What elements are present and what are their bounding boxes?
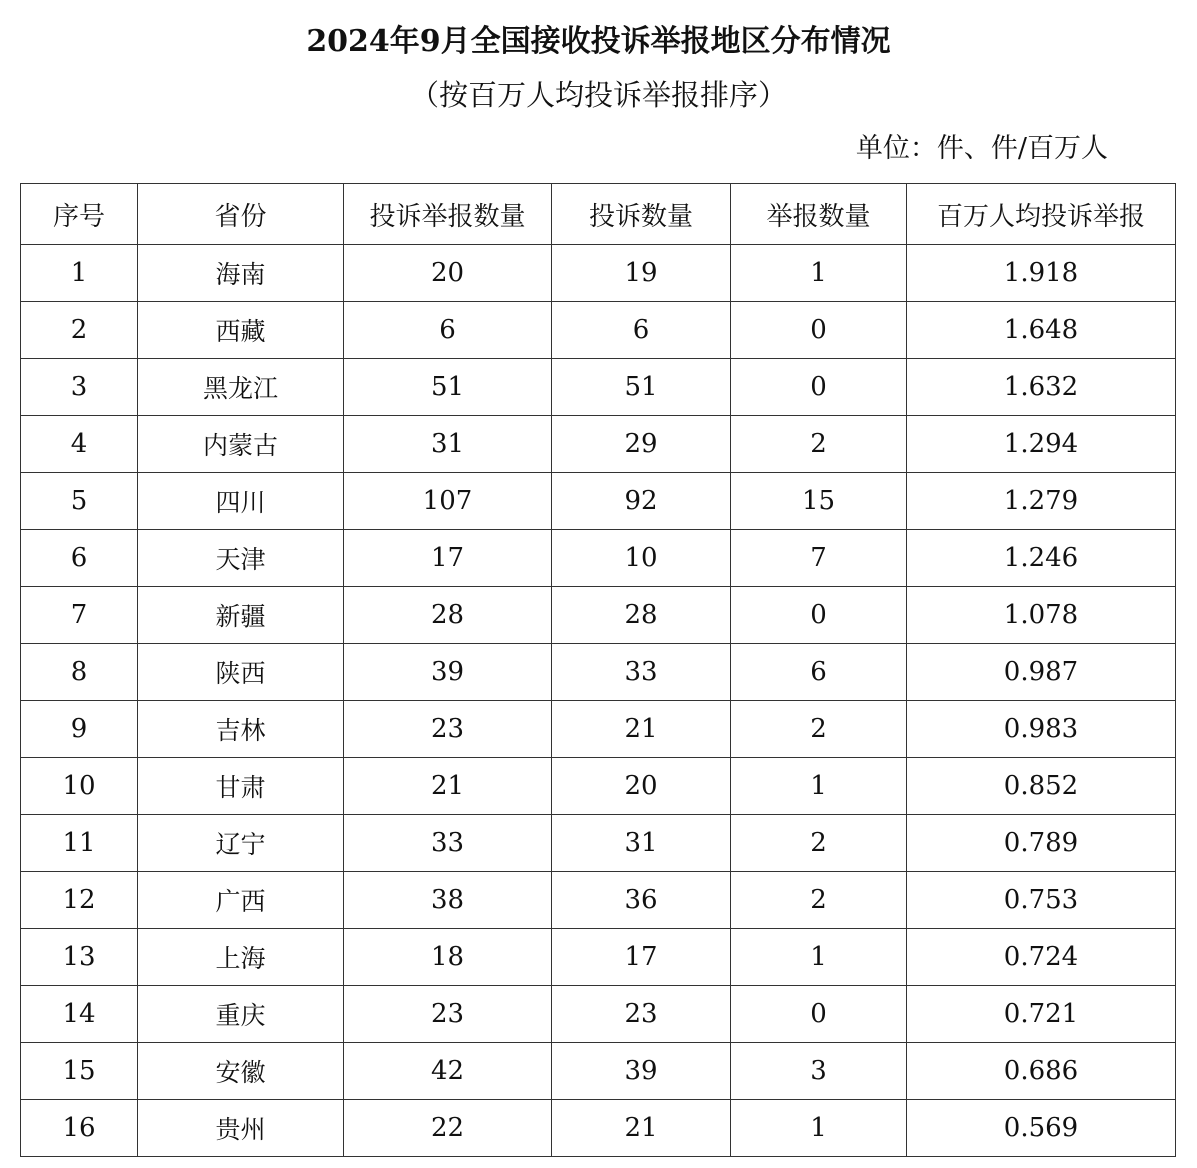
cell-per-million: 1.648 xyxy=(907,302,1176,359)
cell-total-count: 18 xyxy=(344,929,552,986)
unit-label: 单位：件、件/百万人 xyxy=(855,133,1108,164)
table-row xyxy=(21,359,1176,416)
table-row xyxy=(21,644,1176,701)
cell-complaint-count: 33 xyxy=(552,644,731,701)
header-per-million: 百万人均投诉举报 xyxy=(907,184,1176,245)
cell-province: 新疆 xyxy=(138,587,344,644)
cell-index: 14 xyxy=(21,986,138,1043)
cell-index: 2 xyxy=(21,302,138,359)
cell-report-count: 1 xyxy=(731,245,907,302)
cell-province: 天津 xyxy=(138,530,344,587)
cell-complaint-count: 19 xyxy=(552,245,731,302)
cell-report-count: 15 xyxy=(731,473,907,530)
cell-province: 陕西 xyxy=(138,644,344,701)
cell-per-million: 0.852 xyxy=(907,758,1176,815)
cell-report-count: 0 xyxy=(731,587,907,644)
cell-total-count: 22 xyxy=(344,1100,552,1157)
header-report-count: 举报数量 xyxy=(731,184,907,245)
cell-per-million: 0.789 xyxy=(907,815,1176,872)
cell-complaint-count: 10 xyxy=(552,530,731,587)
cell-total-count: 51 xyxy=(344,359,552,416)
cell-index: 8 xyxy=(21,644,138,701)
cell-total-count: 17 xyxy=(344,530,552,587)
cell-report-count: 3 xyxy=(731,1043,907,1100)
cell-per-million: 0.987 xyxy=(907,644,1176,701)
cell-report-count: 0 xyxy=(731,302,907,359)
header-index: 序号 xyxy=(21,184,138,245)
table-row xyxy=(21,302,1176,359)
cell-per-million: 0.721 xyxy=(907,986,1176,1043)
cell-total-count: 20 xyxy=(344,245,552,302)
cell-complaint-count: 92 xyxy=(552,473,731,530)
cell-complaint-count: 36 xyxy=(552,872,731,929)
cell-province: 内蒙古 xyxy=(138,416,344,473)
page-subtitle: （按百万人均投诉举报排序） xyxy=(409,78,787,112)
table-row xyxy=(21,416,1176,473)
header-complaint-count: 投诉数量 xyxy=(552,184,731,245)
table-row xyxy=(21,587,1176,644)
cell-per-million: 1.279 xyxy=(907,473,1176,530)
report-table xyxy=(20,183,1176,1157)
cell-province: 黑龙江 xyxy=(138,359,344,416)
cell-per-million: 0.724 xyxy=(907,929,1176,986)
cell-index: 10 xyxy=(21,758,138,815)
cell-index: 7 xyxy=(21,587,138,644)
cell-complaint-count: 28 xyxy=(552,587,731,644)
cell-complaint-count: 31 xyxy=(552,815,731,872)
cell-per-million: 1.246 xyxy=(907,530,1176,587)
cell-index: 3 xyxy=(21,359,138,416)
cell-province: 西藏 xyxy=(138,302,344,359)
table-row xyxy=(21,929,1176,986)
cell-province: 甘肃 xyxy=(138,758,344,815)
cell-per-million: 0.569 xyxy=(907,1100,1176,1157)
cell-province: 上海 xyxy=(138,929,344,986)
cell-total-count: 39 xyxy=(344,644,552,701)
table-row xyxy=(21,701,1176,758)
cell-total-count: 23 xyxy=(344,701,552,758)
cell-province: 广西 xyxy=(138,872,344,929)
cell-complaint-count: 21 xyxy=(552,701,731,758)
header-total-count: 投诉举报数量 xyxy=(344,184,552,245)
cell-index: 5 xyxy=(21,473,138,530)
table-row xyxy=(21,530,1176,587)
page-title: 2024年9月全国接收投诉举报地区分布情况 xyxy=(306,24,891,59)
cell-total-count: 23 xyxy=(344,986,552,1043)
cell-complaint-count: 20 xyxy=(552,758,731,815)
cell-index: 16 xyxy=(21,1100,138,1157)
cell-total-count: 21 xyxy=(344,758,552,815)
cell-province: 安徽 xyxy=(138,1043,344,1100)
cell-per-million: 1.632 xyxy=(907,359,1176,416)
table-row xyxy=(21,758,1176,815)
cell-total-count: 107 xyxy=(344,473,552,530)
cell-province: 海南 xyxy=(138,245,344,302)
cell-report-count: 2 xyxy=(731,872,907,929)
cell-complaint-count: 6 xyxy=(552,302,731,359)
cell-complaint-count: 23 xyxy=(552,986,731,1043)
table-row xyxy=(21,473,1176,530)
cell-per-million: 0.983 xyxy=(907,701,1176,758)
table-row xyxy=(21,872,1176,929)
cell-per-million: 0.753 xyxy=(907,872,1176,929)
cell-per-million: 1.294 xyxy=(907,416,1176,473)
table-row xyxy=(21,815,1176,872)
cell-total-count: 42 xyxy=(344,1043,552,1100)
cell-total-count: 6 xyxy=(344,302,552,359)
cell-report-count: 2 xyxy=(731,815,907,872)
cell-province: 吉林 xyxy=(138,701,344,758)
cell-index: 1 xyxy=(21,245,138,302)
cell-province: 四川 xyxy=(138,473,344,530)
cell-report-count: 7 xyxy=(731,530,907,587)
cell-report-count: 1 xyxy=(731,1100,907,1157)
header-province: 省份 xyxy=(138,184,344,245)
cell-report-count: 0 xyxy=(731,986,907,1043)
cell-index: 15 xyxy=(21,1043,138,1100)
cell-province: 重庆 xyxy=(138,986,344,1043)
table-row xyxy=(21,245,1176,302)
cell-index: 6 xyxy=(21,530,138,587)
cell-complaint-count: 29 xyxy=(552,416,731,473)
cell-province: 贵州 xyxy=(138,1100,344,1157)
cell-index: 4 xyxy=(21,416,138,473)
table-body xyxy=(21,245,1176,1157)
cell-total-count: 33 xyxy=(344,815,552,872)
cell-per-million: 1.918 xyxy=(907,245,1176,302)
cell-report-count: 2 xyxy=(731,416,907,473)
cell-report-count: 1 xyxy=(731,929,907,986)
cell-per-million: 0.686 xyxy=(907,1043,1176,1100)
cell-per-million: 1.078 xyxy=(907,587,1176,644)
table-header-row xyxy=(21,184,1176,245)
cell-report-count: 1 xyxy=(731,758,907,815)
cell-report-count: 0 xyxy=(731,359,907,416)
table-row xyxy=(21,1100,1176,1157)
cell-report-count: 6 xyxy=(731,644,907,701)
cell-total-count: 28 xyxy=(344,587,552,644)
cell-index: 13 xyxy=(21,929,138,986)
cell-complaint-count: 39 xyxy=(552,1043,731,1100)
cell-index: 11 xyxy=(21,815,138,872)
cell-index: 9 xyxy=(21,701,138,758)
cell-province: 辽宁 xyxy=(138,815,344,872)
table-row xyxy=(21,986,1176,1043)
cell-total-count: 38 xyxy=(344,872,552,929)
cell-complaint-count: 17 xyxy=(552,929,731,986)
table-row xyxy=(21,1043,1176,1100)
cell-total-count: 31 xyxy=(344,416,552,473)
cell-complaint-count: 51 xyxy=(552,359,731,416)
cell-index: 12 xyxy=(21,872,138,929)
cell-complaint-count: 21 xyxy=(552,1100,731,1157)
cell-report-count: 2 xyxy=(731,701,907,758)
